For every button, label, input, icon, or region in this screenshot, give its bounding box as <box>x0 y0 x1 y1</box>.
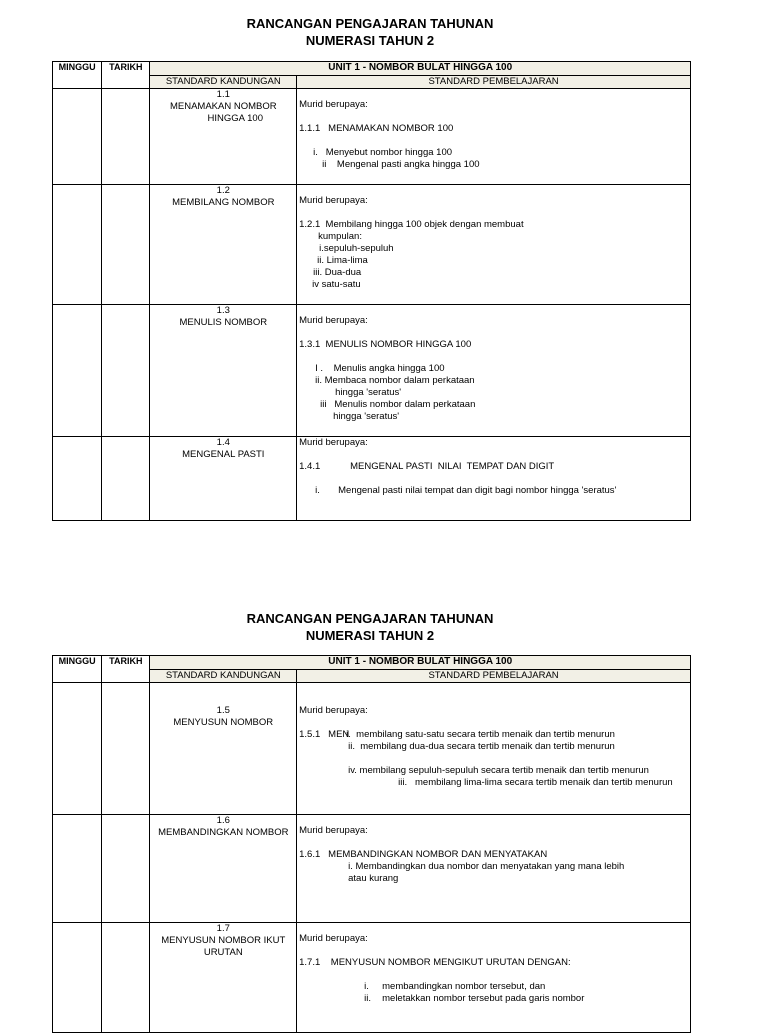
sp-line: 1.6.1 MEMBANDINGKAN NOMBOR DAN MENYATAKAN <box>299 849 548 860</box>
sp-line: i. Membandingkan dua nombor dan menyatakan yang mana lebih <box>348 861 625 872</box>
sp-line: ii. Membaca nombor dalam perkataan <box>315 375 475 386</box>
sk-title: URUTAN <box>203 947 243 958</box>
unit-title: UNIT 1 - NOMBOR BULAT HINGGA 100 <box>150 656 691 670</box>
lesson-plan-table-1 <box>52 61 691 521</box>
standard-pembelajaran-cell <box>297 89 691 185</box>
table-row <box>53 89 691 185</box>
sp-line: hingga 'seratus' <box>335 387 402 398</box>
standard-pembelajaran-cell <box>297 305 691 437</box>
sk-number: 1.3 <box>216 305 230 316</box>
tarikh-cell <box>102 815 150 923</box>
sp-line: i.sepuluh-sepuluh <box>319 243 394 254</box>
standard-kandungan-cell <box>150 923 297 1033</box>
page-subtitle: NUMERASI TAHUN 2 <box>305 33 435 48</box>
sp-line: Murid berupaya: <box>299 315 368 326</box>
sk-number: 1.6 <box>216 815 230 826</box>
sp-line: iii Menulis nombor dalam perkataan <box>320 399 476 410</box>
minggu-cell <box>53 683 102 815</box>
table-row <box>53 815 691 923</box>
sp-line: ii. Lima-lima <box>317 255 368 266</box>
standard-kandungan-cell <box>150 305 297 437</box>
standard-pembelajaran-cell <box>297 923 691 1033</box>
sp-line: ii Mengenal pasti angka hingga 100 <box>322 159 480 170</box>
sp-line: 1.3.1 MENULIS NOMBOR HINGGA 100 <box>299 339 472 350</box>
sp-line: Mengenal pasti nilai tempat dan digit bagi nombor hingga 'seratus' <box>338 485 617 496</box>
sp-line: MENGENAL PASTI NILAI TEMPAT DAN DIGIT <box>350 461 555 472</box>
tarikh-cell <box>102 437 150 521</box>
standard-kandungan-cell <box>150 683 297 815</box>
minggu-cell <box>53 815 102 923</box>
sp-line: atau kurang <box>348 873 399 884</box>
col-header-tarikh: TARIKH <box>102 62 150 89</box>
col-header-tarikh: TARIKH <box>102 656 150 683</box>
tarikh-cell <box>102 683 150 815</box>
table-row <box>53 305 691 437</box>
sp-line: Murid berupaya: <box>299 437 368 448</box>
standard-pembelajaran-cell <box>297 815 691 923</box>
standard-kandungan-cell <box>150 89 297 185</box>
tarikh-cell <box>102 185 150 305</box>
page-title: RANCANGAN PENGAJARAN TAHUNAN <box>246 611 494 626</box>
standard-pembelajaran-cell <box>297 185 691 305</box>
sk-title: MENULIS NOMBOR <box>179 317 268 328</box>
standard-kandungan-cell <box>150 815 297 923</box>
standard-pembelajaran-cell <box>297 683 691 815</box>
sk-title: MENYUSUN NOMBOR IKUT <box>161 935 286 946</box>
sp-line: 1.1.1 MENAMAKAN NOMBOR 100 <box>299 123 454 134</box>
sp-line: Murid berupaya: <box>299 933 368 944</box>
unit-title: UNIT 1 - NOMBOR BULAT HINGGA 100 <box>150 62 691 76</box>
sp-line: i. Menyebut nombor hingga 100 <box>313 147 453 158</box>
col-header-standard-kandungan: STANDARD KANDUNGAN <box>150 670 297 683</box>
sp-line: iii. Dua-dua <box>313 267 362 278</box>
minggu-cell <box>53 89 102 185</box>
sp-line: iii. membilang lima-lima secara tertib menaik dan tertib menurun <box>398 777 673 788</box>
standard-kandungan-cell <box>150 185 297 305</box>
sp-line: kumpulan: <box>318 231 362 242</box>
sk-number: 1.5 <box>216 705 230 716</box>
sp-line: Murid berupaya: <box>299 99 368 110</box>
tarikh-cell <box>102 305 150 437</box>
sk-title: MEMBANDINGKAN NOMBOR <box>158 827 289 838</box>
sp-line: Murid berupaya: <box>299 825 368 836</box>
sp-line: ii. membilang dua-dua secara tertib menaik dan tertib menurun <box>348 741 615 752</box>
sp-line: i. <box>315 485 320 496</box>
sp-line: iv satu-satu <box>312 279 361 290</box>
sp-line: ii. <box>364 993 371 1004</box>
col-header-minggu: MINGGU <box>53 656 102 683</box>
col-header-standard-pembelajaran: STANDARD PEMBELAJARAN <box>297 670 691 683</box>
sk-number: 1.7 <box>216 923 230 934</box>
sk-number: 1.1 <box>216 89 230 100</box>
sp-line: 1.5.1 MEN <box>299 729 350 740</box>
sp-line: 1.4.1 <box>299 461 321 472</box>
page-1-header <box>0 15 740 49</box>
tarikh-cell <box>102 923 150 1033</box>
standard-pembelajaran-cell <box>297 437 691 521</box>
sk-number: 1.2 <box>216 185 230 196</box>
table-row <box>53 437 691 521</box>
sp-line: i. membilang satu-satu secara tertib menaik dan tertib menurun <box>346 729 615 740</box>
sp-line: hingga 'seratus' <box>333 411 400 422</box>
minggu-cell <box>53 305 102 437</box>
table-row <box>53 923 691 1033</box>
sk-title: MENYUSUN NOMBOR <box>173 717 274 728</box>
lesson-plan-table-2 <box>52 655 691 1033</box>
sp-line: membandingkan nombor tersebut, dan <box>382 981 546 992</box>
minggu-cell <box>53 923 102 1033</box>
standard-kandungan-cell <box>150 437 297 521</box>
col-header-minggu: MINGGU <box>53 62 102 89</box>
sp-line: 1.7.1 MENYUSUN NOMBOR MENGIKUT URUTAN DENGAN: <box>299 957 571 968</box>
sk-title: MENAMAKAN NOMBOR <box>169 101 277 112</box>
sp-line: Murid berupaya: <box>299 195 368 206</box>
sk-number: 1.4 <box>216 437 230 448</box>
sp-line: iv. membilang sepuluh-sepuluh secara tertib menaik dan tertib menurun <box>348 765 649 776</box>
minggu-cell <box>53 437 102 521</box>
tarikh-cell <box>102 89 150 185</box>
sp-line: I . Menulis angka hingga 100 <box>315 363 445 374</box>
page-subtitle: NUMERASI TAHUN 2 <box>305 628 435 643</box>
page-title: RANCANGAN PENGAJARAN TAHUNAN <box>246 16 494 31</box>
page-2-header <box>0 610 740 644</box>
sp-line: 1.2.1 Membilang hingga 100 objek dengan membuat <box>299 219 524 230</box>
sp-line: meletakkan nombor tersebut pada garis nombor <box>382 993 585 1004</box>
sk-title: HINGGA 100 <box>207 113 263 124</box>
table-row <box>53 683 691 815</box>
col-header-standard-kandungan: STANDARD KANDUNGAN <box>150 76 297 89</box>
sk-title: MENGENAL PASTI <box>182 449 265 460</box>
table-row <box>53 185 691 305</box>
minggu-cell <box>53 185 102 305</box>
sp-line: i. <box>364 981 369 992</box>
col-header-standard-pembelajaran: STANDARD PEMBELAJARAN <box>297 76 691 89</box>
sk-title: MEMBILANG NOMBOR <box>172 197 275 208</box>
sp-line: Murid berupaya: <box>299 705 368 716</box>
